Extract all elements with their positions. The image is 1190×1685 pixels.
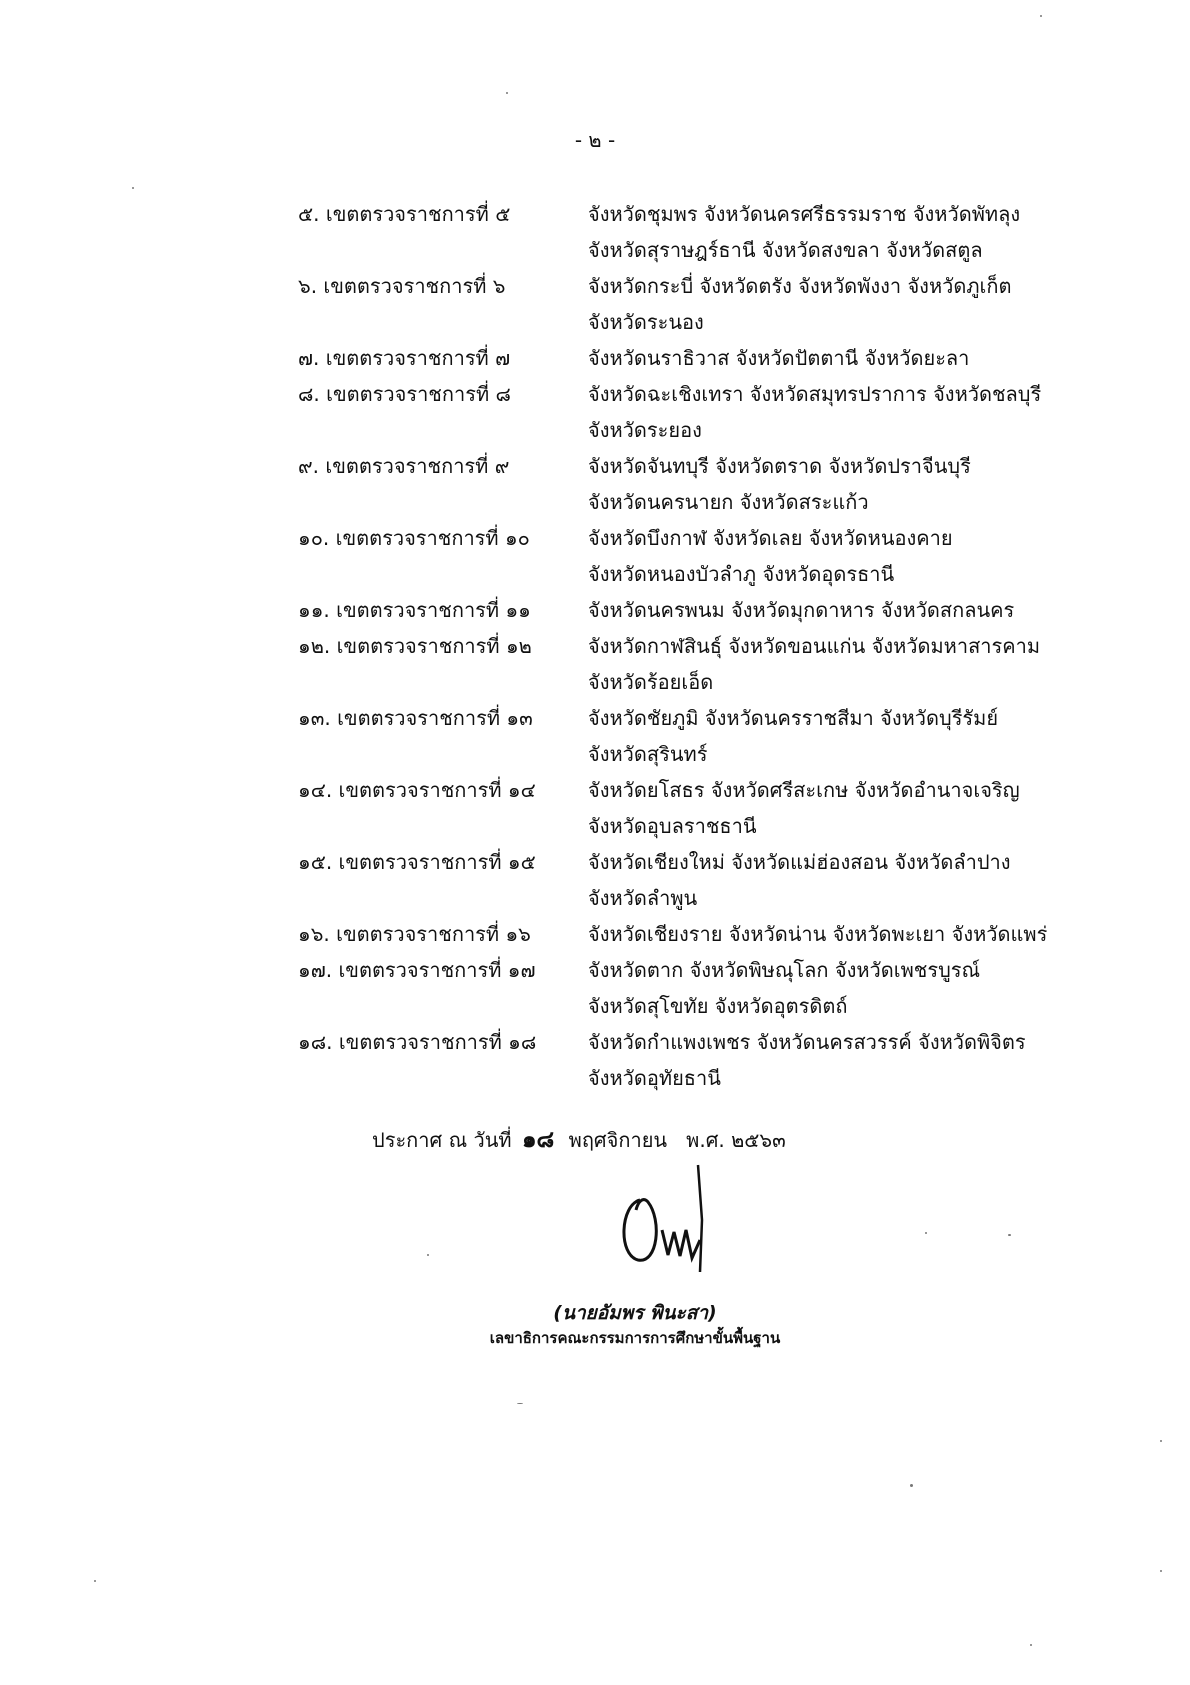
zone-row: [0, 700, 1190, 772]
province-line: จังหวัดสุรินทร์: [588, 742, 708, 766]
signature-stroke: [662, 1230, 700, 1258]
province-line: จังหวัดจันทบุรี จังหวัดตราด จังหวัดปราจีนบุรี: [588, 454, 971, 478]
inspection-zone-list: [0, 196, 1190, 1096]
zone-label: ๑๖. เขตตรวจราชการที่ ๑๖: [298, 922, 531, 946]
zone-row: [0, 592, 1190, 628]
province-line: จังหวัดชัยภูมิ จังหวัดนครราชสีมา จังหวัดบุรีรัมย์: [588, 706, 999, 730]
province-line: จังหวัดฉะเชิงเทรา จังหวัดสมุทรปราการ จังหวัดชลบุรี: [588, 382, 1042, 406]
zone-provinces: [588, 340, 1088, 376]
zone-row: [0, 448, 1190, 520]
zone-label: ๙. เขตตรวจราชการที่ ๙: [298, 454, 510, 478]
scan-speck: [1160, 1440, 1162, 1442]
announcement-year: พ.ศ. ๒๕๖๓: [686, 1128, 786, 1152]
zone-row: [0, 1024, 1190, 1096]
scan-speck: [1008, 1234, 1011, 1236]
zone-provinces: [588, 952, 1088, 1024]
scan-speck: [506, 92, 508, 94]
zone-row: [0, 340, 1190, 376]
zone-row: [0, 520, 1190, 592]
province-line: จังหวัดร้อยเอ็ด: [588, 670, 714, 694]
zone-provinces: [588, 916, 1088, 952]
scan-speck: [94, 1580, 96, 1582]
announcement-month: พฤศจิกายน: [568, 1128, 668, 1152]
scan-speck: [517, 1403, 523, 1404]
zone-label: ๑๑. เขตตรวจราชการที่ ๑๑: [298, 598, 531, 622]
zone-label: ๖. เขตตรวจราชการที่ ๖: [298, 274, 506, 298]
zone-row: [0, 268, 1190, 340]
zone-provinces: [588, 1024, 1088, 1096]
announcement-date: [372, 1122, 786, 1158]
zone-provinces: [588, 448, 1088, 520]
province-line: จังหวัดตาก จังหวัดพิษณุโลก จังหวัดเพชรบูรณ์: [588, 958, 981, 982]
announcement-day: ๑๘: [521, 1127, 555, 1153]
province-line: จังหวัดนครนายก จังหวัดสระแก้ว: [588, 490, 869, 514]
province-line: จังหวัดนครพนม จังหวัดมุกดาหาร จังหวัดสกลนคร: [588, 598, 1015, 622]
scan-speck: [1030, 1644, 1032, 1646]
zone-provinces: [588, 520, 1088, 592]
zone-label: ๑๐. เขตตรวจราชการที่ ๑๐: [298, 526, 530, 550]
zone-row: [0, 916, 1190, 952]
province-line: จังหวัดระยอง: [588, 418, 702, 442]
zone-label: ๑๓. เขตตรวจราชการที่ ๑๓: [298, 706, 533, 730]
zone-row: [0, 196, 1190, 268]
zone-row: [0, 376, 1190, 448]
scan-speck: [427, 1254, 429, 1256]
signature-mark: [610, 1160, 720, 1280]
zone-label: ๑๕. เขตตรวจราชการที่ ๑๕: [298, 850, 536, 874]
province-line: จังหวัดลำพูน: [588, 886, 698, 910]
zone-label: ๘. เขตตรวจราชการที่ ๘: [298, 382, 511, 406]
signature-stroke: [624, 1200, 656, 1261]
province-line: จังหวัดหนองบัวลำภู จังหวัดอุดรธานี: [588, 562, 895, 586]
signer-title: เลขาธิการคณะกรรมการการศึกษาขั้นพื้นฐาน: [489, 1329, 781, 1347]
zone-label: ๕. เขตตรวจราชการที่ ๕: [298, 202, 511, 226]
province-line: จังหวัดเชียงใหม่ จังหวัดแม่ฮ่องสอน จังหวัดลำปาง: [588, 850, 1011, 874]
zone-label: ๑๒. เขตตรวจราชการที่ ๑๒: [298, 634, 532, 658]
page-number: - ๒ -: [574, 128, 616, 152]
zone-label: ๑๗. เขตตรวจราชการที่ ๑๗: [298, 958, 536, 982]
zone-row: [0, 772, 1190, 844]
signer-name: (นายอัมพร พินะสา): [553, 1302, 717, 1324]
zone-provinces: [588, 196, 1088, 268]
province-line: จังหวัดนราธิวาส จังหวัดปัตตานี จังหวัดยะลา: [588, 346, 970, 370]
announcement-prefix: ประกาศ ณ วันที่: [372, 1128, 512, 1152]
province-line: จังหวัดเชียงราย จังหวัดน่าน จังหวัดพะเยา จังหวัดแพร่: [588, 922, 1048, 946]
province-line: จังหวัดชุมพร จังหวัดนครศรีธรรมราช จังหวัดพัทลุง: [588, 202, 1021, 226]
province-line: จังหวัดยโสธร จังหวัดศรีสะเกษ จังหวัดอำนาจเจริญ: [588, 778, 1020, 802]
province-line: จังหวัดอุบลราชธานี: [588, 814, 757, 838]
province-line: จังหวัดสุโขทัย จังหวัดอุตรดิตถ์: [588, 994, 848, 1018]
zone-label: ๑๘. เขตตรวจราชการที่ ๑๘: [298, 1030, 537, 1054]
scan-speck: [1160, 1570, 1162, 1572]
scan-speck: [1040, 15, 1042, 17]
zone-provinces: [588, 592, 1088, 628]
zone-provinces: [588, 700, 1088, 772]
province-line: จังหวัดกาฬสินธุ์ จังหวัดขอนแก่น จังหวัดมหาสารคาม: [588, 634, 1041, 658]
signature-stroke: [698, 1165, 702, 1272]
zone-row: [0, 952, 1190, 1024]
zone-provinces: [588, 628, 1088, 700]
province-line: จังหวัดระนอง: [588, 310, 704, 334]
zone-provinces: [588, 844, 1088, 916]
zone-provinces: [588, 772, 1088, 844]
zone-label: ๗. เขตตรวจราชการที่ ๗: [298, 346, 511, 370]
province-line: จังหวัดกระบี่ จังหวัดตรัง จังหวัดพังงา จังหวัดภูเก็ต: [588, 274, 1012, 298]
province-line: จังหวัดกำแพงเพชร จังหวัดนครสวรรค์ จังหวัดพิจิตร: [588, 1030, 1026, 1054]
zone-row: [0, 844, 1190, 916]
province-line: จังหวัดบึงกาฬ จังหวัดเลย จังหวัดหนองคาย: [588, 526, 953, 550]
zone-provinces: [588, 376, 1088, 448]
scan-speck: [925, 1232, 927, 1234]
zone-label: ๑๔. เขตตรวจราชการที่ ๑๔: [298, 778, 536, 802]
scan-speck: [910, 1484, 913, 1487]
zone-provinces: [588, 268, 1088, 340]
province-line: จังหวัดสุราษฎร์ธานี จังหวัดสงขลา จังหวัดสตูล: [588, 238, 983, 262]
scan-speck: [132, 187, 134, 189]
province-line: จังหวัดอุทัยธานี: [588, 1066, 721, 1090]
zone-row: [0, 628, 1190, 700]
